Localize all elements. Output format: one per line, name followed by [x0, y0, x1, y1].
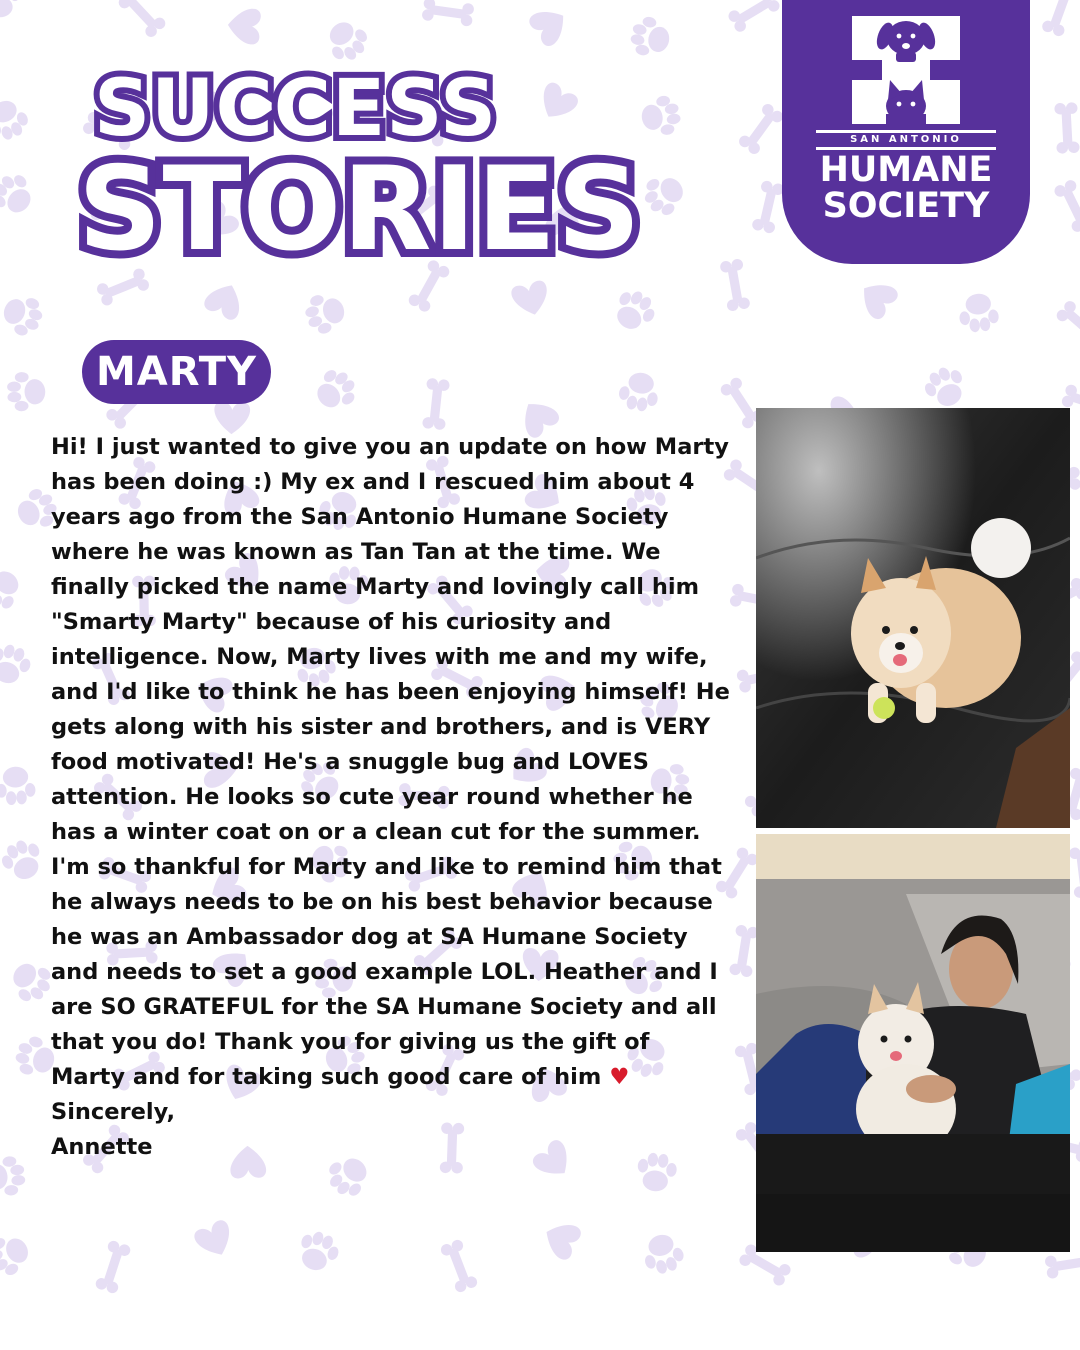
paw-print-icon: [0, 640, 35, 689]
paw-print-icon: [919, 361, 972, 413]
humane-society-logo: [782, 0, 1030, 264]
paw-print-icon: [7, 371, 46, 411]
logo-humane-text: HUMANE: [819, 150, 993, 190]
paw-print-icon: [0, 0, 20, 17]
heart-icon: [192, 1218, 238, 1262]
paw-print-icon: [639, 1230, 687, 1278]
paw-print-icon: [0, 562, 28, 616]
logo-rule-top: [816, 130, 996, 133]
heart-icon: [227, 7, 262, 45]
story-body-text: Hi! I just wanted to give you an update on how Marty has been doing :) My ex and I rescued him about 4 years ago from the San Antonio Humane Society where he was known as Tan Tan at the time. We finally picked the name Marty and lovingly call him "Smarty Marty" because of his curiosity and intelligence. Now, Marty lives with me and my wife, and I'd like to think he has been enjoying himself! He gets along with his sister and brothers, and is VERY food motivated! He's a snuggle bug and LOVES attention. He looks so cute year round whether he has a winter coat on or a clean cut for the summer. I'm so thankful for Marty and like to remind him that he always needs to be on his best behavior because he was an Ambassador dog at SA Humane Society and needs to set a good example LOL. Heather and I are SO GRATEFUL for the SA Humane Society and all that you do! Thank you for giving us the gift of Marty and for taking such good care of him: [51, 434, 730, 1090]
success-stories-title: [78, 64, 642, 277]
paw-print-icon: [0, 834, 49, 886]
paw-print-icon: [293, 1227, 343, 1277]
bone-icon: [116, 0, 167, 39]
heart-icon: [202, 278, 248, 322]
paw-print-icon: [0, 167, 40, 221]
paw-print-icon: [617, 370, 662, 414]
paw-print-icon: [957, 292, 1000, 334]
story-body: [51, 430, 731, 1095]
title-line-success: SUCCESS: [94, 64, 498, 154]
bone-icon: [94, 1239, 132, 1294]
story-author: Annette: [51, 1134, 153, 1160]
heart-icon: [853, 274, 900, 322]
bone-icon: [421, 0, 474, 27]
bone-icon: [729, 924, 760, 978]
paw-print-icon: [0, 1155, 27, 1198]
heart-icon: [527, 1, 574, 49]
title-line-stories: STORIES: [78, 142, 642, 277]
heart-icon: ♥: [609, 1064, 630, 1090]
bone-icon: [422, 378, 450, 431]
bone-icon: [726, 0, 781, 34]
dog-cat-h-icon: [852, 16, 960, 124]
paw-print-icon: [0, 765, 36, 806]
paw-print-icon: [301, 289, 349, 338]
bone-icon: [719, 258, 750, 312]
bone-icon: [1044, 1249, 1080, 1280]
paw-print-icon: [0, 1228, 35, 1281]
bone-icon: [737, 102, 785, 156]
paw-print-icon: [628, 14, 673, 60]
bone-icon: [1053, 178, 1080, 234]
pet-name-badge: MARTY: [82, 340, 271, 404]
bone-icon: [1054, 102, 1080, 154]
paw-print-icon: [0, 290, 47, 340]
heart-icon: [510, 279, 552, 319]
bone-icon: [1054, 299, 1080, 350]
bone-icon: [1069, 845, 1080, 898]
bone-icon: [1041, 0, 1080, 38]
story-text: [51, 430, 731, 1165]
heart-icon: [539, 1216, 584, 1262]
logo-san-antonio-text: SAN ANTONIO: [850, 134, 962, 145]
paw-print-icon: [638, 93, 683, 139]
photo-marty-on-couch: [756, 408, 1070, 828]
story-signoff: Sincerely,: [51, 1099, 176, 1125]
paw-print-icon: [0, 95, 33, 145]
bone-icon: [439, 1238, 479, 1293]
paw-print-icon: [4, 954, 58, 1008]
paw-print-icon: [320, 14, 374, 68]
paw-print-icon: [608, 284, 661, 337]
bone-icon: [751, 180, 785, 234]
paw-print-icon: [638, 168, 691, 222]
paw-print-icon: [309, 363, 363, 417]
photo-marty-with-owner: [756, 834, 1070, 1252]
logo-society-text: SOCIETY: [822, 186, 990, 226]
